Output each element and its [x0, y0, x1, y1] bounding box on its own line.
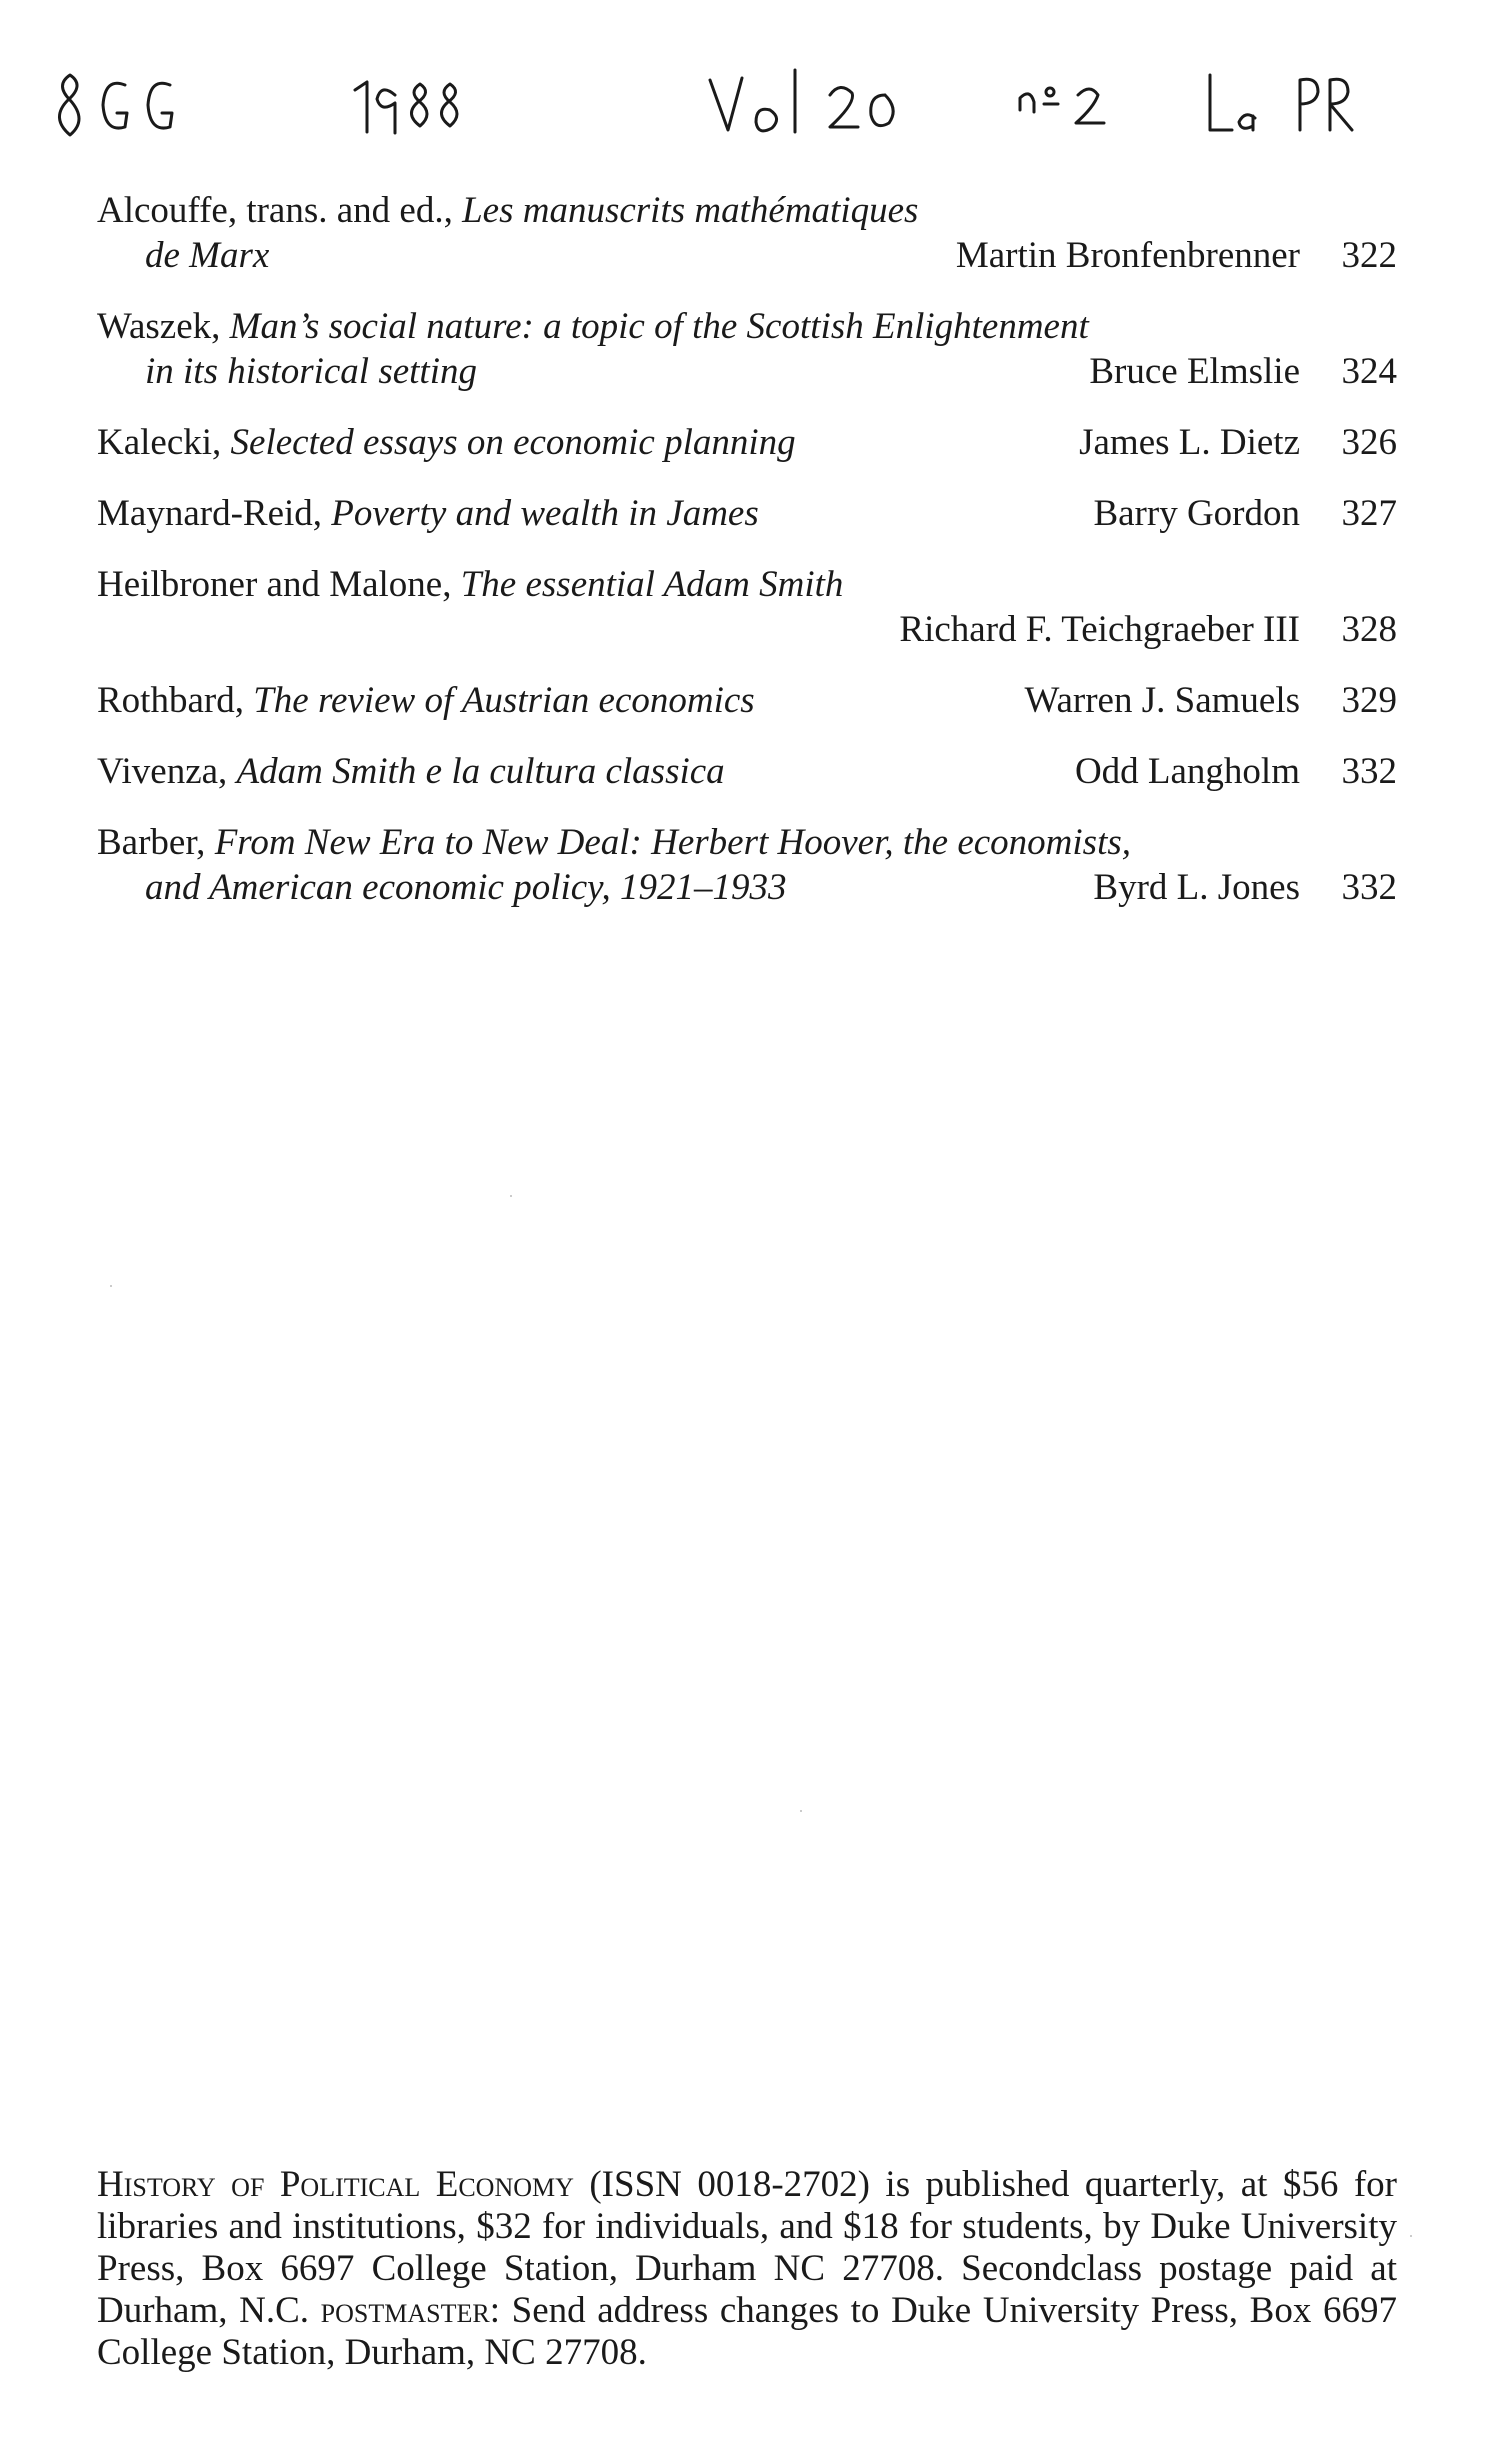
reviewer-name: Odd Langholm: [1074, 751, 1300, 792]
book-title: From New Era to New Deal: Herbert Hoover, the economists,: [214, 822, 1131, 863]
handwritten-pr: [1300, 79, 1352, 130]
entry-line: [97, 491, 1397, 536]
page-number: 329: [1341, 680, 1397, 721]
page-number: 332: [1341, 751, 1397, 792]
book-author: Waszek,: [97, 306, 230, 347]
book-author: Vivenza,: [97, 751, 237, 792]
reviewer-name: Barry Gordon: [1093, 493, 1300, 534]
handwritten-annotation: [0, 40, 1492, 150]
review-entry: [97, 749, 1397, 794]
book-title: and American economic policy, 1921–1933: [145, 867, 787, 908]
book-title: Man’s social nature: a topic of the Scottish Enlightenment: [229, 306, 1089, 347]
entry-line: [97, 349, 1397, 394]
book-title: The review of Austrian economics: [253, 680, 755, 721]
book-title: Les manuscrits mathématiques: [462, 190, 919, 231]
reviewer-name: Byrd L. Jones: [1093, 867, 1300, 908]
publisher-imprint: [97, 2164, 1397, 2374]
reviewer-name: James L. Dietz: [1079, 422, 1300, 463]
book-author: Maynard-Reid,: [97, 493, 332, 534]
imprint-text-end: : Send address changes to Duke University Press, Box 6697 College Station, Durham, NC 27708.: [97, 2290, 1397, 2373]
review-entry: [97, 188, 1397, 278]
page-number: 322: [1341, 235, 1397, 276]
handwritten-8gg: [59, 75, 172, 135]
entry-line: [97, 678, 1397, 723]
speck: [510, 1195, 512, 1197]
review-contents-list: [97, 188, 1397, 936]
entry-line: [97, 304, 1397, 349]
entry-line: [97, 749, 1397, 794]
reviewer-name: Richard F. Teichgraeber III: [899, 609, 1300, 650]
entry-line: [97, 562, 1397, 607]
journal-name: History of Political Economy: [97, 2164, 574, 2205]
page-number: 326: [1341, 422, 1397, 463]
review-entry: [97, 678, 1397, 723]
handwritten-vol-20: [710, 70, 893, 132]
page-number: 332: [1341, 867, 1397, 908]
book-title: in its historical setting: [145, 351, 477, 392]
postmaster-label: postmaster: [320, 2290, 490, 2331]
book-author: Rothbard,: [97, 680, 254, 721]
review-entry: [97, 304, 1397, 394]
speck: [1410, 2235, 1412, 2237]
handwritten-no-2: [1020, 88, 1104, 123]
entry-line: [97, 820, 1397, 865]
review-entry: [97, 562, 1397, 652]
book-author: Alcouffe, trans. and ed.,: [97, 190, 463, 231]
book-author: Kalecki,: [97, 422, 231, 463]
imprint-text: (ISSN 0018-2702) is published quarterly, at $56 for libraries and institutions, $32 for individuals, and $18 for students, by Duke University Press, Box 6697 College Station, Durham NC 27708. Secondclass postage paid at Durham, N.C.: [97, 2164, 1397, 2331]
book-author: Barber,: [97, 822, 215, 863]
book-title: Adam Smith e la cultura classica: [236, 751, 725, 792]
page-number: 327: [1341, 493, 1397, 534]
entry-line: [97, 188, 1397, 233]
book-title: Selected essays on economic planning: [230, 422, 796, 463]
review-entry: [97, 420, 1397, 465]
review-entry: [97, 491, 1397, 536]
handwritten-1988: [355, 82, 457, 133]
page-number: 328: [1341, 609, 1397, 650]
reviewer-name: Bruce Elmslie: [1089, 351, 1300, 392]
speck: [110, 1285, 112, 1287]
review-entry: [97, 820, 1397, 910]
page-number: 324: [1341, 351, 1397, 392]
reviewer-name: Martin Bronfenbrenner: [955, 235, 1300, 276]
entry-line: [97, 865, 1397, 910]
book-title: The essential Adam Smith: [460, 564, 844, 605]
entry-line: [97, 607, 1397, 652]
entry-line: [97, 233, 1397, 278]
book-author: Heilbroner and Malone,: [97, 564, 461, 605]
book-title: de Marx: [145, 235, 270, 276]
book-title: Poverty and wealth in James: [331, 493, 759, 534]
handwritten-la: [1210, 75, 1255, 130]
entry-line: [97, 420, 1397, 465]
speck: [800, 1810, 802, 1812]
reviewer-name: Warren J. Samuels: [1024, 680, 1300, 721]
